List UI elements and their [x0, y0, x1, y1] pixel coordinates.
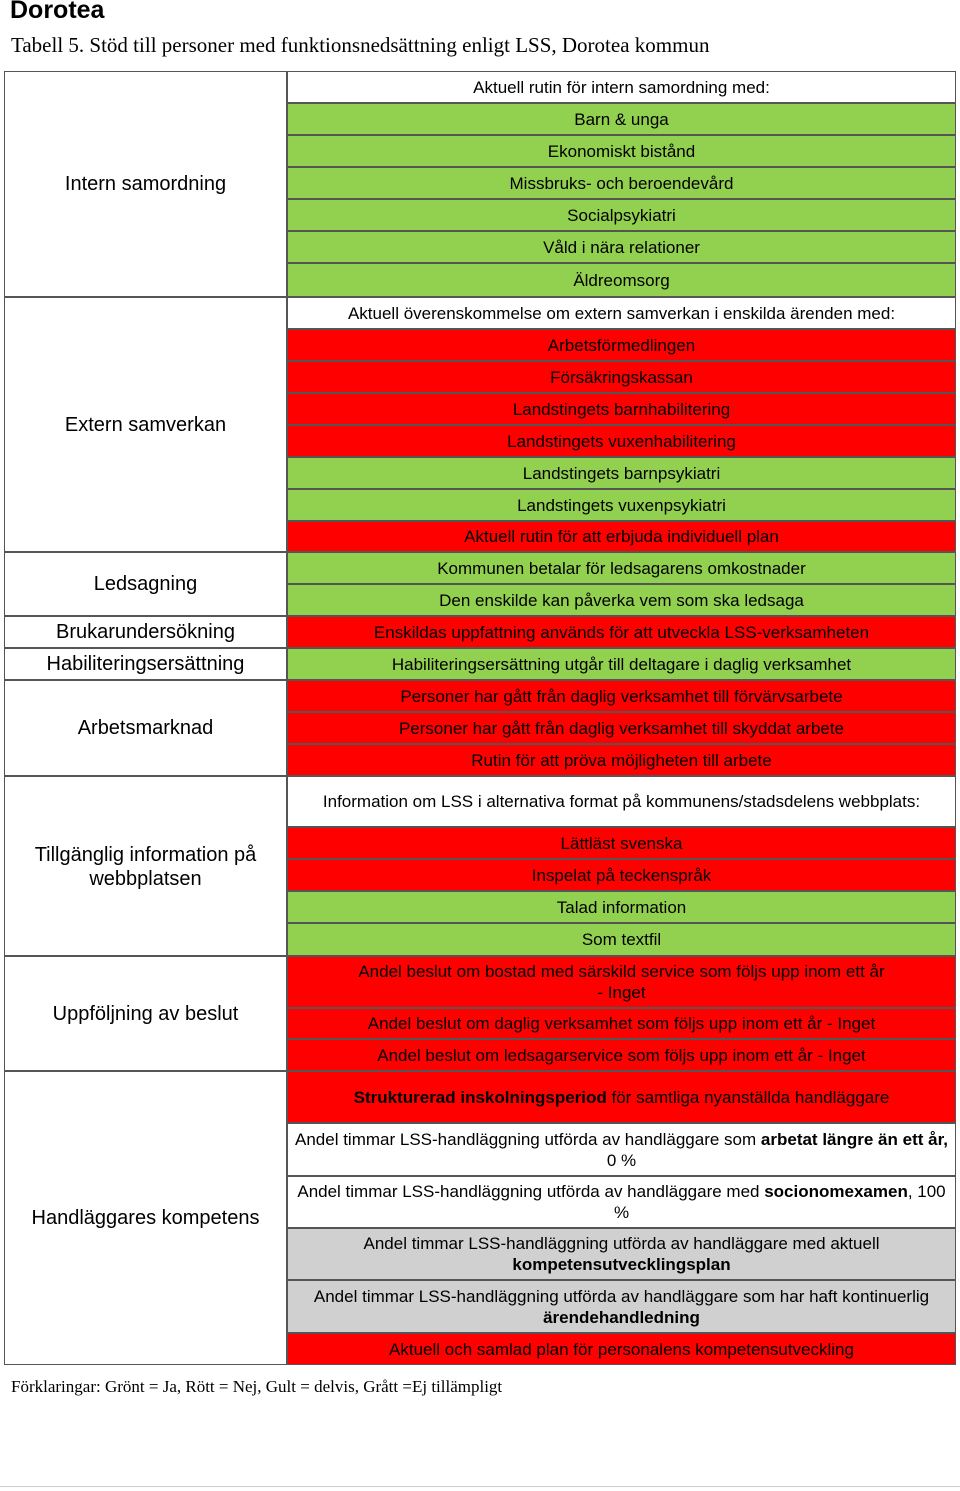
indicator-row: [287, 361, 956, 393]
row-text: Aktuell överenskommelse om extern samverkan i enskilda ärenden med:: [347, 303, 896, 323]
row-text: [294, 1129, 949, 1171]
row-text: Aktuell rutin för intern samordning med:: [473, 77, 770, 97]
row-text: Socialpsykiatri: [567, 205, 676, 225]
category-label: Uppföljning av beslut: [52, 1002, 239, 1025]
row-text: Personer har gått från daglig verksamhet till förvärvsarbete: [400, 686, 843, 706]
row-text-bold: arbetat längre än ett år,: [760, 1129, 948, 1149]
row-text-pre: Andel timmar LSS-handläggning utförda av handläggare som har haft kontinuerlig: [313, 1286, 930, 1306]
page-title: Dorotea: [10, 0, 105, 24]
category-uppfoljning: [4, 956, 287, 1071]
indicator-row: [287, 329, 956, 361]
row-text-pre: Andel timmar LSS-handläggning utförda av handläggare som: [295, 1129, 761, 1149]
category-label: Habiliteringsersättning: [46, 653, 245, 675]
row-text: Landstingets vuxenhabilitering: [507, 431, 736, 451]
row-text-rest: för samtliga nyanställda handläggare: [606, 1087, 890, 1107]
row-text: Andel beslut om ledsagarservice som följs upp inom ett år - Inget: [377, 1045, 866, 1065]
indicator-row: [287, 891, 956, 923]
indicator-row: [287, 457, 956, 489]
indicator-row: [287, 1333, 956, 1365]
indicator-row: [287, 616, 956, 648]
category-label: Handläggares kompetens: [31, 1207, 260, 1229]
row-text: [294, 1181, 949, 1223]
row-text: Habiliteringsersättning utgår till deltagare i daglig verksamhet: [391, 654, 852, 674]
indicator-row: [287, 859, 956, 891]
row-text: Den enskilde kan påverka vem som ska ledsaga: [439, 590, 804, 610]
category-label: webbplatsen: [89, 868, 202, 890]
indicator-row: [287, 199, 956, 231]
category-habiliteringsersattning: [4, 648, 287, 680]
indicator-row: [287, 393, 956, 425]
row-text: Som textfil: [581, 930, 662, 949]
indicator-row: [287, 1176, 956, 1228]
category-label: Extern samverkan: [64, 413, 227, 436]
row-text-pre: Andel timmar LSS-handläggning utförda av handläggare med: [297, 1182, 765, 1201]
indicator-row: [287, 167, 956, 199]
row-text-bold: ärendehandledning: [543, 1307, 700, 1327]
row-text-post: , 100 %: [613, 1182, 946, 1222]
indicator-row: [287, 956, 956, 1008]
table-caption: Tabell 5. Stöd till personer med funktionsnedsättning enligt LSS, Dorotea kommun: [11, 33, 710, 57]
row-text: Enskildas uppfattning används för att utveckla LSS-verksamheten: [373, 622, 870, 642]
indicator-row: [287, 744, 956, 776]
indicator-row: [287, 584, 956, 616]
row-text-bold: Strukturerad inskolningsperiod: [353, 1087, 607, 1107]
indicator-row: [287, 1008, 956, 1039]
indicator-row: [287, 489, 956, 521]
row-text-post: 0 %: [606, 1150, 637, 1170]
category-arbetsmarknad: [4, 680, 287, 776]
category-intern-samordning: [4, 71, 287, 297]
category-label: Brukarundersökning: [56, 621, 235, 643]
row-text: Missbruks- och beroendevård: [509, 173, 734, 193]
row-text-bold: socionomexamen: [764, 1182, 908, 1201]
indicator-row: [287, 827, 956, 859]
row-text: Andel beslut om daglig verksamhet som följs upp inom ett år - Inget: [367, 1014, 876, 1033]
row-text: Arbetsförmedlingen: [547, 335, 696, 355]
row-text: Aktuell och samlad plan för personalens kompetensutveckling: [389, 1339, 854, 1359]
row-text: [294, 1286, 949, 1328]
row-text: Våld i nära relationer: [543, 237, 700, 257]
indicator-row: [287, 648, 956, 680]
row-text: Aktuell rutin för att erbjuda individuell plan: [464, 527, 779, 546]
row-text: Lättläst svenska: [560, 833, 683, 853]
indicator-row: [287, 1123, 956, 1176]
indicator-row: [287, 923, 956, 956]
indicator-row-header: [287, 71, 956, 103]
row-text: [354, 1087, 890, 1108]
category-handlaggares-kompetens: [4, 1071, 287, 1365]
row-text-bold: kompetensutvecklingsplan: [512, 1255, 731, 1274]
category-extern-samverkan: [4, 297, 287, 552]
row-text: - Inget: [597, 983, 646, 1002]
indicator-row-header: [287, 297, 956, 329]
indicator-row: [287, 135, 956, 167]
category-brukarundersokning: [4, 616, 287, 648]
row-text: Andel beslut om bostad med särskild service som följs upp inom ett år: [358, 962, 885, 981]
page-divider: [0, 1486, 960, 1487]
row-text: Talad information: [556, 897, 687, 917]
row-text: Personer har gått från daglig verksamhet till skyddat arbete: [398, 718, 845, 738]
row-text: [294, 1233, 949, 1275]
row-text: Landstingets barnhabilitering: [512, 399, 731, 419]
indicator-row: [287, 425, 956, 457]
row-text: Landstingets vuxenpsykiatri: [517, 495, 726, 515]
category-label: Intern samordning: [64, 173, 227, 195]
row-text: Rutin för att pröva möjligheten till arbete: [471, 750, 772, 770]
category-label: Arbetsmarknad: [77, 717, 214, 739]
category-label: Ledsagning: [93, 573, 198, 595]
indicator-row: [287, 1280, 956, 1333]
row-text: Äldreomsorg: [573, 270, 670, 290]
row-text: Landstingets barnpsykiatri: [522, 463, 721, 483]
indicator-row: [287, 680, 956, 712]
indicator-row: [287, 231, 956, 263]
row-text: Barn & unga: [574, 109, 669, 129]
row-text: Ekonomiskt bistånd: [547, 141, 696, 161]
indicator-row: [287, 1228, 956, 1280]
indicator-row: [287, 1039, 956, 1071]
indicator-row: [287, 521, 956, 552]
category-ledsagning: [4, 552, 287, 616]
indicator-row: [287, 103, 956, 135]
indicator-row: [287, 552, 956, 584]
legend-footnote: Förklaringar: Grönt = Ja, Rött = Nej, Gult = delvis, Grått =Ej tillämpligt: [11, 1377, 503, 1396]
category-label: Tillgänglig information på: [34, 844, 257, 866]
indicator-row-header: [287, 776, 956, 827]
row-text: Kommunen betalar för ledsagarens omkostnader: [437, 558, 806, 578]
row-text-pre: Andel timmar LSS-handläggning utförda av handläggare med aktuell: [363, 1234, 880, 1253]
indicator-row: [287, 1071, 956, 1123]
indicator-row: [287, 712, 956, 744]
row-text: Inspelat på teckenspråk: [531, 865, 712, 885]
row-text: Information om LSS i alternativa format på kommunens/stadsdelens webbplats:: [322, 792, 921, 811]
indicator-row: [287, 263, 956, 297]
row-text: Försäkringskassan: [550, 367, 693, 387]
category-tillganglig-information: [4, 776, 287, 956]
